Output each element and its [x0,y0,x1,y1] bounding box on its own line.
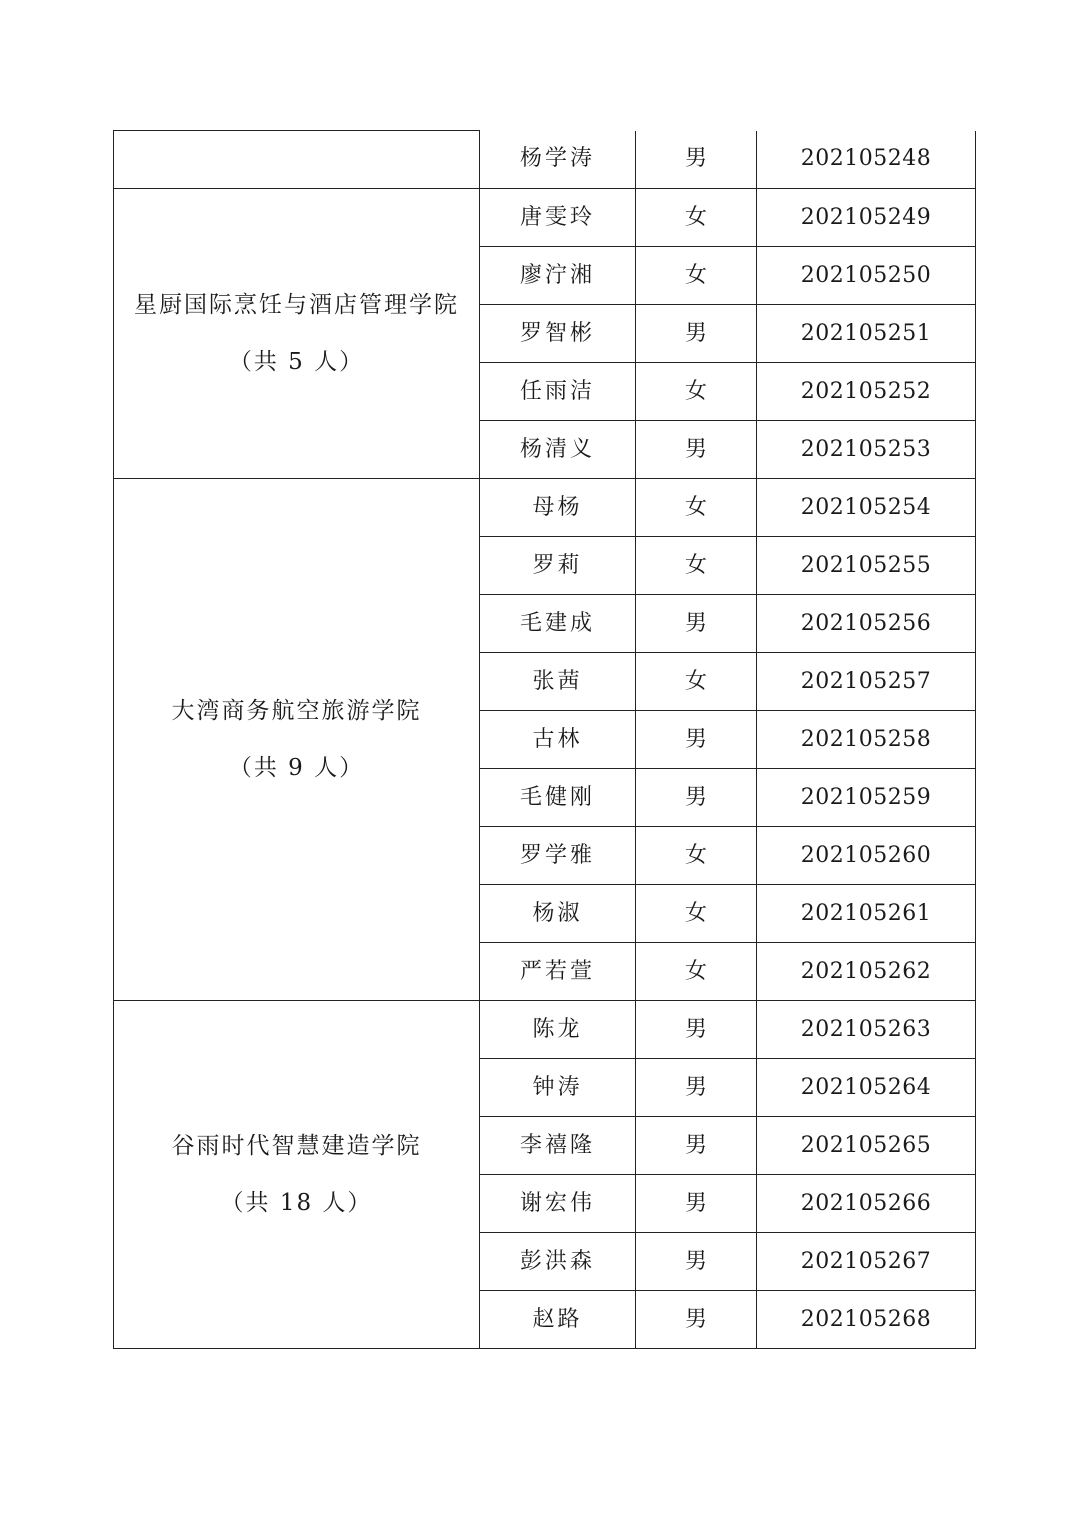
student-gender: 男 [636,421,757,479]
student-name: 廖泞湘 [480,247,636,305]
student-gender: 男 [636,131,757,189]
table-row [114,189,976,247]
student-name: 钟涛 [480,1059,636,1117]
student-name: 张茜 [480,653,636,711]
student-id: 202105252 [757,363,976,421]
student-name: 赵路 [480,1291,636,1349]
student-id: 202105249 [757,189,976,247]
student-name: 陈龙 [480,1001,636,1059]
table-row [114,1001,976,1059]
student-id: 202105258 [757,711,976,769]
student-id: 202105255 [757,537,976,595]
college-cell [114,479,480,1001]
student-id: 202105264 [757,1059,976,1117]
college-count: （共 5 人） [228,348,365,375]
student-gender: 女 [636,479,757,537]
student-gender: 女 [636,189,757,247]
college-name: 谷雨时代智慧建造学院 [171,1132,422,1159]
student-id: 202105268 [757,1291,976,1349]
student-name: 杨淑 [480,885,636,943]
student-name: 毛建成 [480,595,636,653]
student-id: 202105248 [757,131,976,189]
student-id: 202105259 [757,769,976,827]
student-id: 202105253 [757,421,976,479]
college-name: 星厨国际烹饪与酒店管理学院 [134,291,459,318]
student-name: 罗智彬 [480,305,636,363]
student-name: 杨学涛 [480,131,636,189]
student-gender: 男 [636,1059,757,1117]
student-name: 罗莉 [480,537,636,595]
college-count: （共 18 人） [220,1189,373,1216]
student-name: 任雨洁 [480,363,636,421]
student-list-table [113,130,976,1349]
student-gender: 男 [636,1233,757,1291]
student-gender: 男 [636,1001,757,1059]
student-id: 202105266 [757,1175,976,1233]
student-name: 罗学雅 [480,827,636,885]
student-name: 李禧隆 [480,1117,636,1175]
student-gender: 女 [636,653,757,711]
student-gender: 男 [636,305,757,363]
student-name: 唐雯玲 [480,189,636,247]
student-id: 202105265 [757,1117,976,1175]
student-id: 202105261 [757,885,976,943]
student-gender: 男 [636,769,757,827]
student-id: 202105251 [757,305,976,363]
table-row [114,479,976,537]
student-gender: 女 [636,247,757,305]
student-id: 202105267 [757,1233,976,1291]
student-name: 彭洪森 [480,1233,636,1291]
student-gender: 男 [636,1175,757,1233]
student-id: 202105250 [757,247,976,305]
college-cell [114,189,480,479]
student-name: 毛健刚 [480,769,636,827]
student-id: 202105257 [757,653,976,711]
student-name: 母杨 [480,479,636,537]
table-body [114,131,976,1349]
student-name: 杨清义 [480,421,636,479]
table-row [114,131,976,189]
student-gender: 男 [636,595,757,653]
student-id: 202105262 [757,943,976,1001]
student-gender: 女 [636,943,757,1001]
student-gender: 女 [636,363,757,421]
student-id: 202105254 [757,479,976,537]
student-gender: 男 [636,1291,757,1349]
student-id: 202105263 [757,1001,976,1059]
student-gender: 女 [636,885,757,943]
college-name: 大湾商务航空旅游学院 [171,697,422,724]
student-name: 严若萱 [480,943,636,1001]
student-gender: 女 [636,537,757,595]
student-gender: 男 [636,711,757,769]
student-id: 202105256 [757,595,976,653]
college-cell [114,1001,480,1349]
student-gender: 男 [636,1117,757,1175]
college-cell [114,131,480,189]
student-gender: 女 [636,827,757,885]
college-count: （共 9 人） [228,754,365,781]
student-id: 202105260 [757,827,976,885]
student-name: 谢宏伟 [480,1175,636,1233]
student-name: 古林 [480,711,636,769]
